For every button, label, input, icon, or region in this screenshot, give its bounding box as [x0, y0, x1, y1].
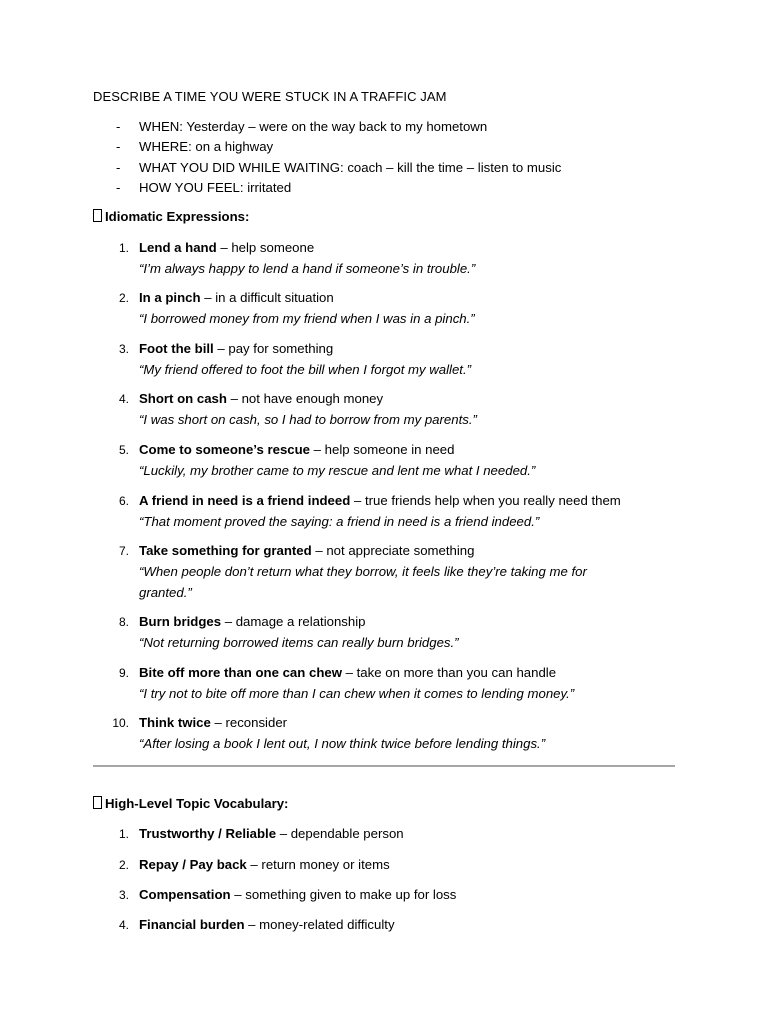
item-number: 2. [118, 291, 129, 305]
dash-marker: - [116, 119, 121, 134]
idiom-example: “Luckily, my brother came to my rescue and lent me what I needed.” [139, 463, 536, 478]
bullet-item [116, 117, 561, 137]
item-number: 1. [118, 241, 129, 255]
idiom-term: Take something for granted [139, 543, 312, 558]
idiom-term: Foot the bill [139, 341, 214, 356]
idiom-term: Bite off more than one can chew [139, 665, 342, 680]
vocab-definition: – money-related difficulty [244, 917, 395, 932]
idiom-line [139, 288, 334, 308]
idiom-line [139, 491, 621, 511]
idiom-line [139, 389, 383, 409]
idiom-example: “I was short on cash, so I had to borrow from my parents.” [139, 412, 477, 427]
item-number: 2. [118, 858, 129, 872]
vocab-line [139, 855, 390, 875]
idiom-line [139, 541, 474, 561]
vocab-line [139, 885, 456, 905]
idiom-definition: – help someone in need [310, 442, 455, 457]
idiom-definition: – not appreciate something [311, 543, 475, 558]
idiom-definition: – in a difficult situation [200, 290, 334, 305]
idiom-term: In a pinch [139, 290, 201, 305]
idiom-definition: – true friends help when you really need them [350, 493, 621, 508]
idiom-example: “When people don’t return what they borrow, it feels like they’re taking me for granted.” [139, 564, 587, 600]
missing-glyph-icon [93, 209, 102, 222]
bullet-item [116, 137, 561, 157]
bullet-text: WHAT YOU DID WHILE WAITING: coach – kill the time – listen to music [139, 159, 562, 175]
idiom-term: A friend in need is a friend indeed [139, 493, 351, 508]
vocab-term: Repay / Pay back [139, 857, 247, 872]
vocab-definition: – something given to make up for loss [230, 887, 457, 902]
vocab-definition: – dependable person [276, 826, 404, 841]
idioms-heading [93, 209, 249, 224]
idiom-term: Come to someone’s rescue [139, 442, 311, 457]
vocab-line [139, 824, 404, 844]
idiom-example: “I try not to bite off more than I can chew when it comes to lending money.” [139, 686, 575, 701]
idiom-example: “My friend offered to foot the bill when I forgot my wallet.” [139, 362, 472, 377]
missing-glyph-icon [93, 796, 102, 809]
dash-marker: - [116, 159, 121, 175]
item-number: 9. [118, 666, 129, 680]
idiom-term: Think twice [139, 715, 211, 730]
bullet-text: WHERE: on a highway [139, 139, 274, 155]
idiom-example: “I borrowed money from my friend when I was in a pinch.” [139, 311, 475, 326]
idiom-line [139, 238, 314, 258]
idiom-example: “I’m always happy to lend a hand if someone’s in trouble.” [139, 261, 476, 276]
idiom-definition: – damage a relationship [221, 614, 366, 629]
vocab-line [139, 915, 395, 935]
item-number: 1. [118, 827, 129, 841]
vocab-heading [93, 796, 288, 811]
idioms-heading-text: Idiomatic Expressions: [105, 209, 250, 224]
idiom-line [139, 663, 556, 683]
idiom-definition: – not have enough money [226, 391, 384, 406]
dash-marker: - [116, 139, 121, 155]
item-number: 8. [118, 615, 129, 629]
idiom-definition: – take on more than you can handle [341, 665, 557, 680]
idiom-example: “After losing a book I lent out, I now think twice before lending things.” [139, 736, 546, 751]
vocab-term: Trustworthy / Reliable [139, 826, 277, 841]
vocab-term: Financial burden [139, 917, 245, 932]
idiom-example: “That moment proved the saying: a friend in need is a friend indeed.” [139, 514, 540, 529]
item-number: 3. [118, 888, 129, 902]
idiom-term: Lend a hand [139, 240, 217, 255]
item-number: 10. [112, 716, 129, 730]
page-title: DESCRIBE A TIME YOU WERE STUCK IN A TRAFFIC JAM [93, 89, 447, 104]
vocab-heading-text: High-Level Topic Vocabulary: [105, 796, 289, 811]
item-number: 4. [118, 918, 129, 932]
item-number: 7. [118, 544, 129, 558]
idiom-definition: – help someone [216, 240, 315, 255]
bullet-item [116, 158, 561, 178]
item-number: 5. [118, 443, 129, 457]
bullet-text: WHEN: Yesterday – were on the way back to my hometown [139, 119, 488, 134]
dash-marker: - [116, 179, 121, 195]
idiom-line [139, 440, 454, 460]
idiom-example: “Not returning borrowed items can really burn bridges.” [139, 635, 459, 650]
idiom-definition: – reconsider [210, 715, 288, 730]
section-divider [93, 765, 675, 767]
item-number: 4. [118, 392, 129, 406]
idiom-term: Short on cash [139, 391, 227, 406]
vocab-term: Compensation [139, 887, 231, 902]
idiom-definition: – pay for something [213, 341, 334, 356]
item-number: 3. [118, 342, 129, 356]
topic-bullet-list [116, 117, 561, 198]
idiom-line [139, 612, 366, 632]
item-number: 6. [118, 494, 129, 508]
vocab-definition: – return money or items [246, 857, 390, 872]
idiom-line [139, 339, 333, 359]
bullet-text: HOW YOU FEEL: irritated [139, 179, 292, 195]
idiom-term: Burn bridges [139, 614, 222, 629]
idiom-line [139, 713, 287, 733]
bullet-item [116, 178, 561, 198]
